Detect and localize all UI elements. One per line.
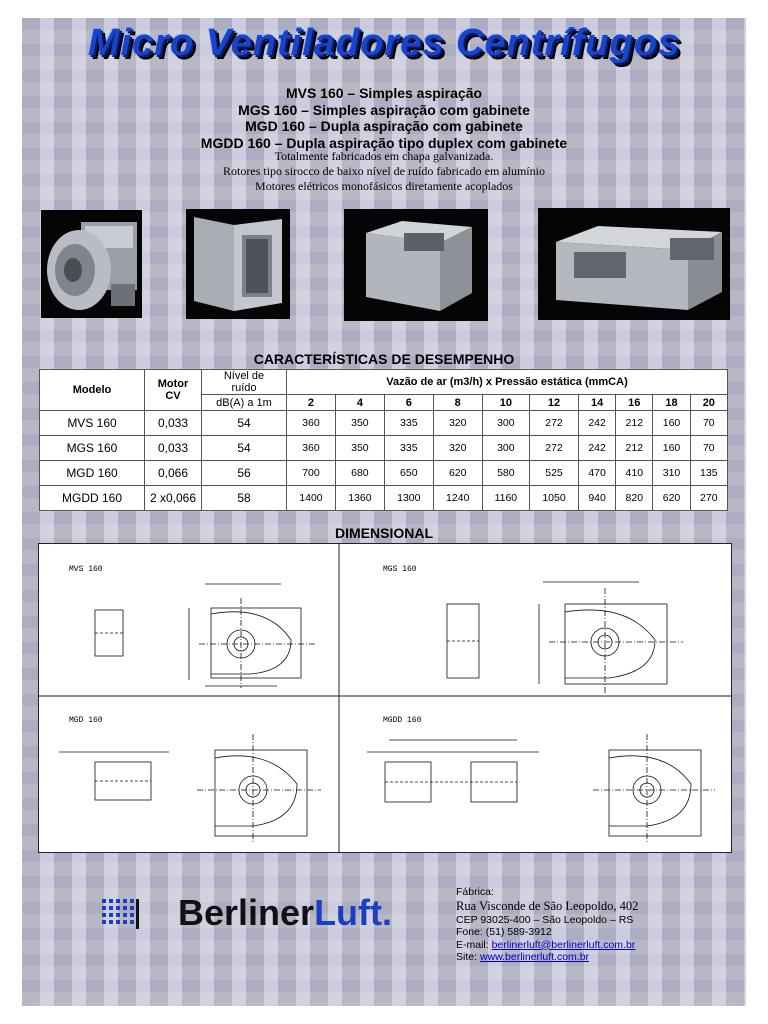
cell-flow: 1360	[335, 486, 384, 511]
cell-flow: 135	[690, 461, 727, 486]
cell-noise-db: 56	[202, 461, 287, 486]
cell-flow: 525	[530, 461, 579, 486]
cell-flow: 70	[690, 411, 727, 436]
cell-flow: 1050	[530, 486, 579, 511]
header-pressure: 12	[530, 395, 579, 411]
cell-flow: 410	[616, 461, 653, 486]
cell-flow: 242	[578, 411, 615, 436]
header-flow: Vazão de ar (m3/h) x Pressão estática (mmCA)	[287, 370, 728, 395]
cell-flow: 270	[690, 486, 727, 511]
cell-flow: 310	[653, 461, 690, 486]
panel-label: MVS 160	[69, 565, 103, 574]
cell-flow: 620	[653, 486, 690, 511]
cell-flow: 360	[287, 411, 336, 436]
cell-flow: 272	[530, 436, 579, 461]
header-pressure: 20	[690, 395, 727, 411]
model-line: MVS 160 – Simples aspiração	[285, 85, 483, 101]
product-notes	[0, 149, 768, 194]
cell-flow: 470	[578, 461, 615, 486]
cell-noise-db: 54	[202, 436, 287, 461]
contact-block	[456, 886, 638, 964]
cell-model: MGD 160	[40, 461, 145, 486]
cell-motor-cv: 0,033	[145, 411, 202, 436]
brand-part: Berliner	[178, 892, 315, 933]
email-label: E-mail:	[456, 938, 492, 951]
cell-flow: 70	[690, 436, 727, 461]
header-pressure: 2	[287, 395, 336, 411]
berlinerluft-grid-icon	[100, 897, 140, 933]
cell-flow: 620	[433, 461, 482, 486]
cell-flow: 320	[433, 436, 482, 461]
cell-noise-db: 58	[202, 486, 287, 511]
cell-flow: 300	[482, 436, 529, 461]
site-label: Site:	[456, 951, 480, 963]
page-title: Micro Ventiladores Centrífugos	[87, 22, 681, 64]
dimensional-drawings	[38, 543, 732, 853]
site-link[interactable]: www.berlinerluft.com.br	[479, 951, 590, 963]
cell-flow: 1300	[384, 486, 433, 511]
table-row	[40, 411, 728, 436]
panel-label: MGD 160	[69, 716, 103, 725]
cell-motor-cv: 0,033	[145, 436, 202, 461]
cell-flow: 700	[287, 461, 336, 486]
header-noise	[202, 370, 287, 395]
dimensional-title: DIMENSIONAL	[335, 525, 433, 541]
email-row	[456, 939, 638, 952]
cell-flow: 940	[578, 486, 615, 511]
cell-flow: 350	[335, 436, 384, 461]
cell-flow: 320	[433, 411, 482, 436]
cell-flow: 680	[335, 461, 384, 486]
model-line: MGDD 160 – Dupla aspiração tipo duplex com gabinete	[200, 134, 568, 151]
cell-flow: 160	[653, 411, 690, 436]
header-noise-line: ruído	[231, 382, 257, 394]
table-row	[40, 436, 728, 461]
drawing-mvs160	[95, 584, 315, 688]
table-row	[40, 461, 728, 486]
header-pressure: 10	[482, 395, 529, 411]
cell-flow: 650	[384, 461, 433, 486]
drawing-mgd160	[59, 734, 321, 844]
cell-flow: 335	[384, 436, 433, 461]
photo-mgdd160	[538, 208, 730, 320]
cell-model: MGS 160	[40, 436, 145, 461]
header-motor-label: Motor	[157, 378, 189, 390]
drawing-mgs160	[447, 582, 683, 694]
cell-flow: 1240	[433, 486, 482, 511]
cell-flow: 300	[482, 411, 529, 436]
header-noise-unit: dB(A) a 1m	[202, 395, 287, 411]
email-link[interactable]: berlinerluft@berlinerluft.com.br	[491, 938, 636, 951]
cell-flow: 212	[616, 436, 653, 461]
model-line: MGD 160 – Dupla aspiração com gabinete	[245, 118, 523, 134]
header-model: Modelo	[40, 370, 145, 411]
note-line: Motores elétricos monofásicos diretamente acoplados	[255, 179, 513, 193]
site-row	[456, 951, 638, 964]
performance-table	[39, 369, 728, 511]
header-motor-unit: CV	[165, 390, 181, 402]
model-list	[0, 85, 768, 151]
cell-noise-db: 54	[202, 411, 287, 436]
note-line: Rotores tipo sirocco de baixo nível de ruído fabricado em alumínio	[223, 164, 545, 178]
cell-model: MGDD 160	[40, 486, 145, 511]
model-line: MGS 160 – Simples aspiração com gabinete	[238, 101, 530, 118]
cell-flow: 242	[578, 436, 615, 461]
drawing-mgdd160	[367, 734, 715, 844]
note-line: Totalmente fabricados em chapa galvanizada.	[274, 149, 494, 163]
cell-flow: 335	[384, 411, 433, 436]
factory-label: Fábrica:	[456, 886, 494, 898]
cell-flow: 580	[482, 461, 529, 486]
cell-model: MVS 160	[40, 411, 145, 436]
cep: CEP 93025-400 – São Leopoldo – RS	[456, 913, 634, 926]
header-noise-line: Nível de	[223, 370, 265, 382]
berlinerluft-logo	[178, 892, 392, 934]
cell-motor-cv: 2 x0,066	[145, 486, 202, 511]
cell-flow: 820	[616, 486, 653, 511]
table-row	[40, 486, 728, 511]
cell-flow: 1160	[482, 486, 529, 511]
photo-mvs160	[41, 210, 142, 318]
header-pressure: 4	[335, 395, 384, 411]
cell-flow: 360	[287, 436, 336, 461]
cell-flow: 212	[616, 411, 653, 436]
header-pressure: 8	[433, 395, 482, 411]
performance-title: CARACTERÍSTICAS DE DESEMPENHO	[253, 351, 515, 367]
header-pressure: 16	[616, 395, 653, 411]
address: Rua Visconde de São Leopoldo, 402	[456, 898, 639, 913]
panel-label: MGS 160	[383, 565, 417, 574]
phone: Fone: (51) 589-3912	[456, 926, 552, 938]
cell-flow: 1400	[287, 486, 336, 511]
photo-mgs160	[186, 209, 290, 319]
cell-motor-cv: 0,066	[145, 461, 202, 486]
header-pressure: 6	[384, 395, 433, 411]
dimensional-svg	[39, 544, 731, 852]
cell-flow: 272	[530, 411, 579, 436]
brand-part: Luft	[314, 892, 383, 933]
header-motor	[145, 370, 202, 411]
photo-mgd160	[344, 209, 488, 321]
cell-flow: 160	[653, 436, 690, 461]
header-pressure: 14	[578, 395, 615, 411]
cell-flow: 350	[335, 411, 384, 436]
header-pressure: 18	[653, 395, 690, 411]
brand-dot: .	[382, 892, 393, 933]
panel-label: MGDD 160	[383, 716, 422, 725]
